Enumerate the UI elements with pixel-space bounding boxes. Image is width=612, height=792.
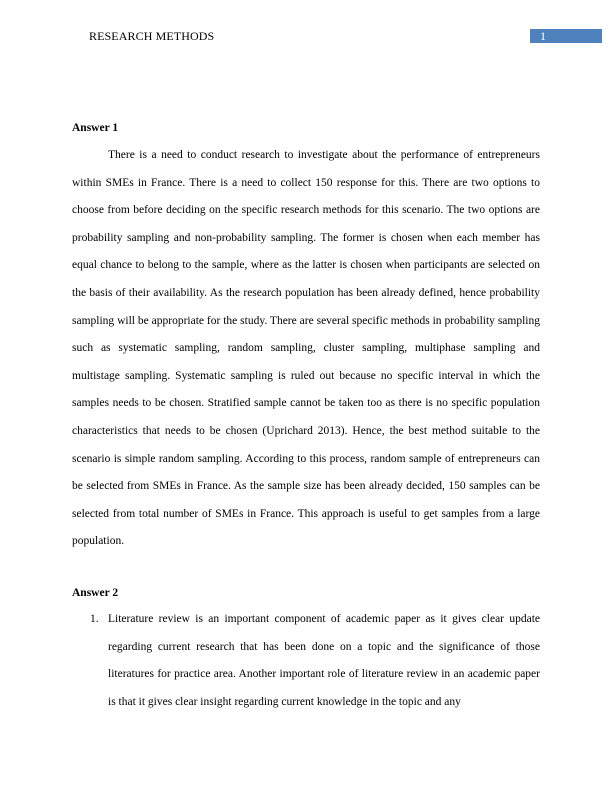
page-number-badge: 1 [530,29,602,43]
list-item-number: 1. [90,613,99,625]
answer-1-paragraph: There is a need to conduct research to investigate about the performance of entrepreneurs within SMEs in France. There is a need to collect 150 response for this. There are two options to choose from before deciding on the specific research methods for this scenario. The two options are probability sampling and non-probability sampling. The former is chosen when each member has equal chance to belong to the sample, where as the latter is chosen when participants are selected on the basis of their availability. As the research population has been already defined, hence probability sampling will be appropriate for the study. There are several specific methods in probability sampling such as systematic sampling, random sampling, cluster sampling, multiphase sampling and multistage sampling. Systematic sampling is ruled out because no specific interval in which the samples needs to be chosen. Stratified sample cannot be taken too as there is no specific population characteristics that needs to be chosen (Uprichard 2013). Hence, the best method suitable to the scenario is simple random sampling. According to this process, random sample of entrepreneurs can be selected from SMEs in France. As the sample size has been already decided, 150 samples can be selected from total number of SMEs in France. This approach is useful to get samples from a large population. [72,149,540,548]
list-item-text: Literature review is an important component of academic paper as it gives clear update regarding current research that has been done on a topic and the significance of those literatures for practice area. Another important role of literature review in an academic paper is that it gives clear insight regarding current knowledge in the topic and any [108,613,540,708]
answer-2-heading: Answer 2 [72,587,119,599]
answer-1-heading: Answer 1 [72,122,119,134]
running-header-title: RESEARCH METHODS [89,29,215,43]
